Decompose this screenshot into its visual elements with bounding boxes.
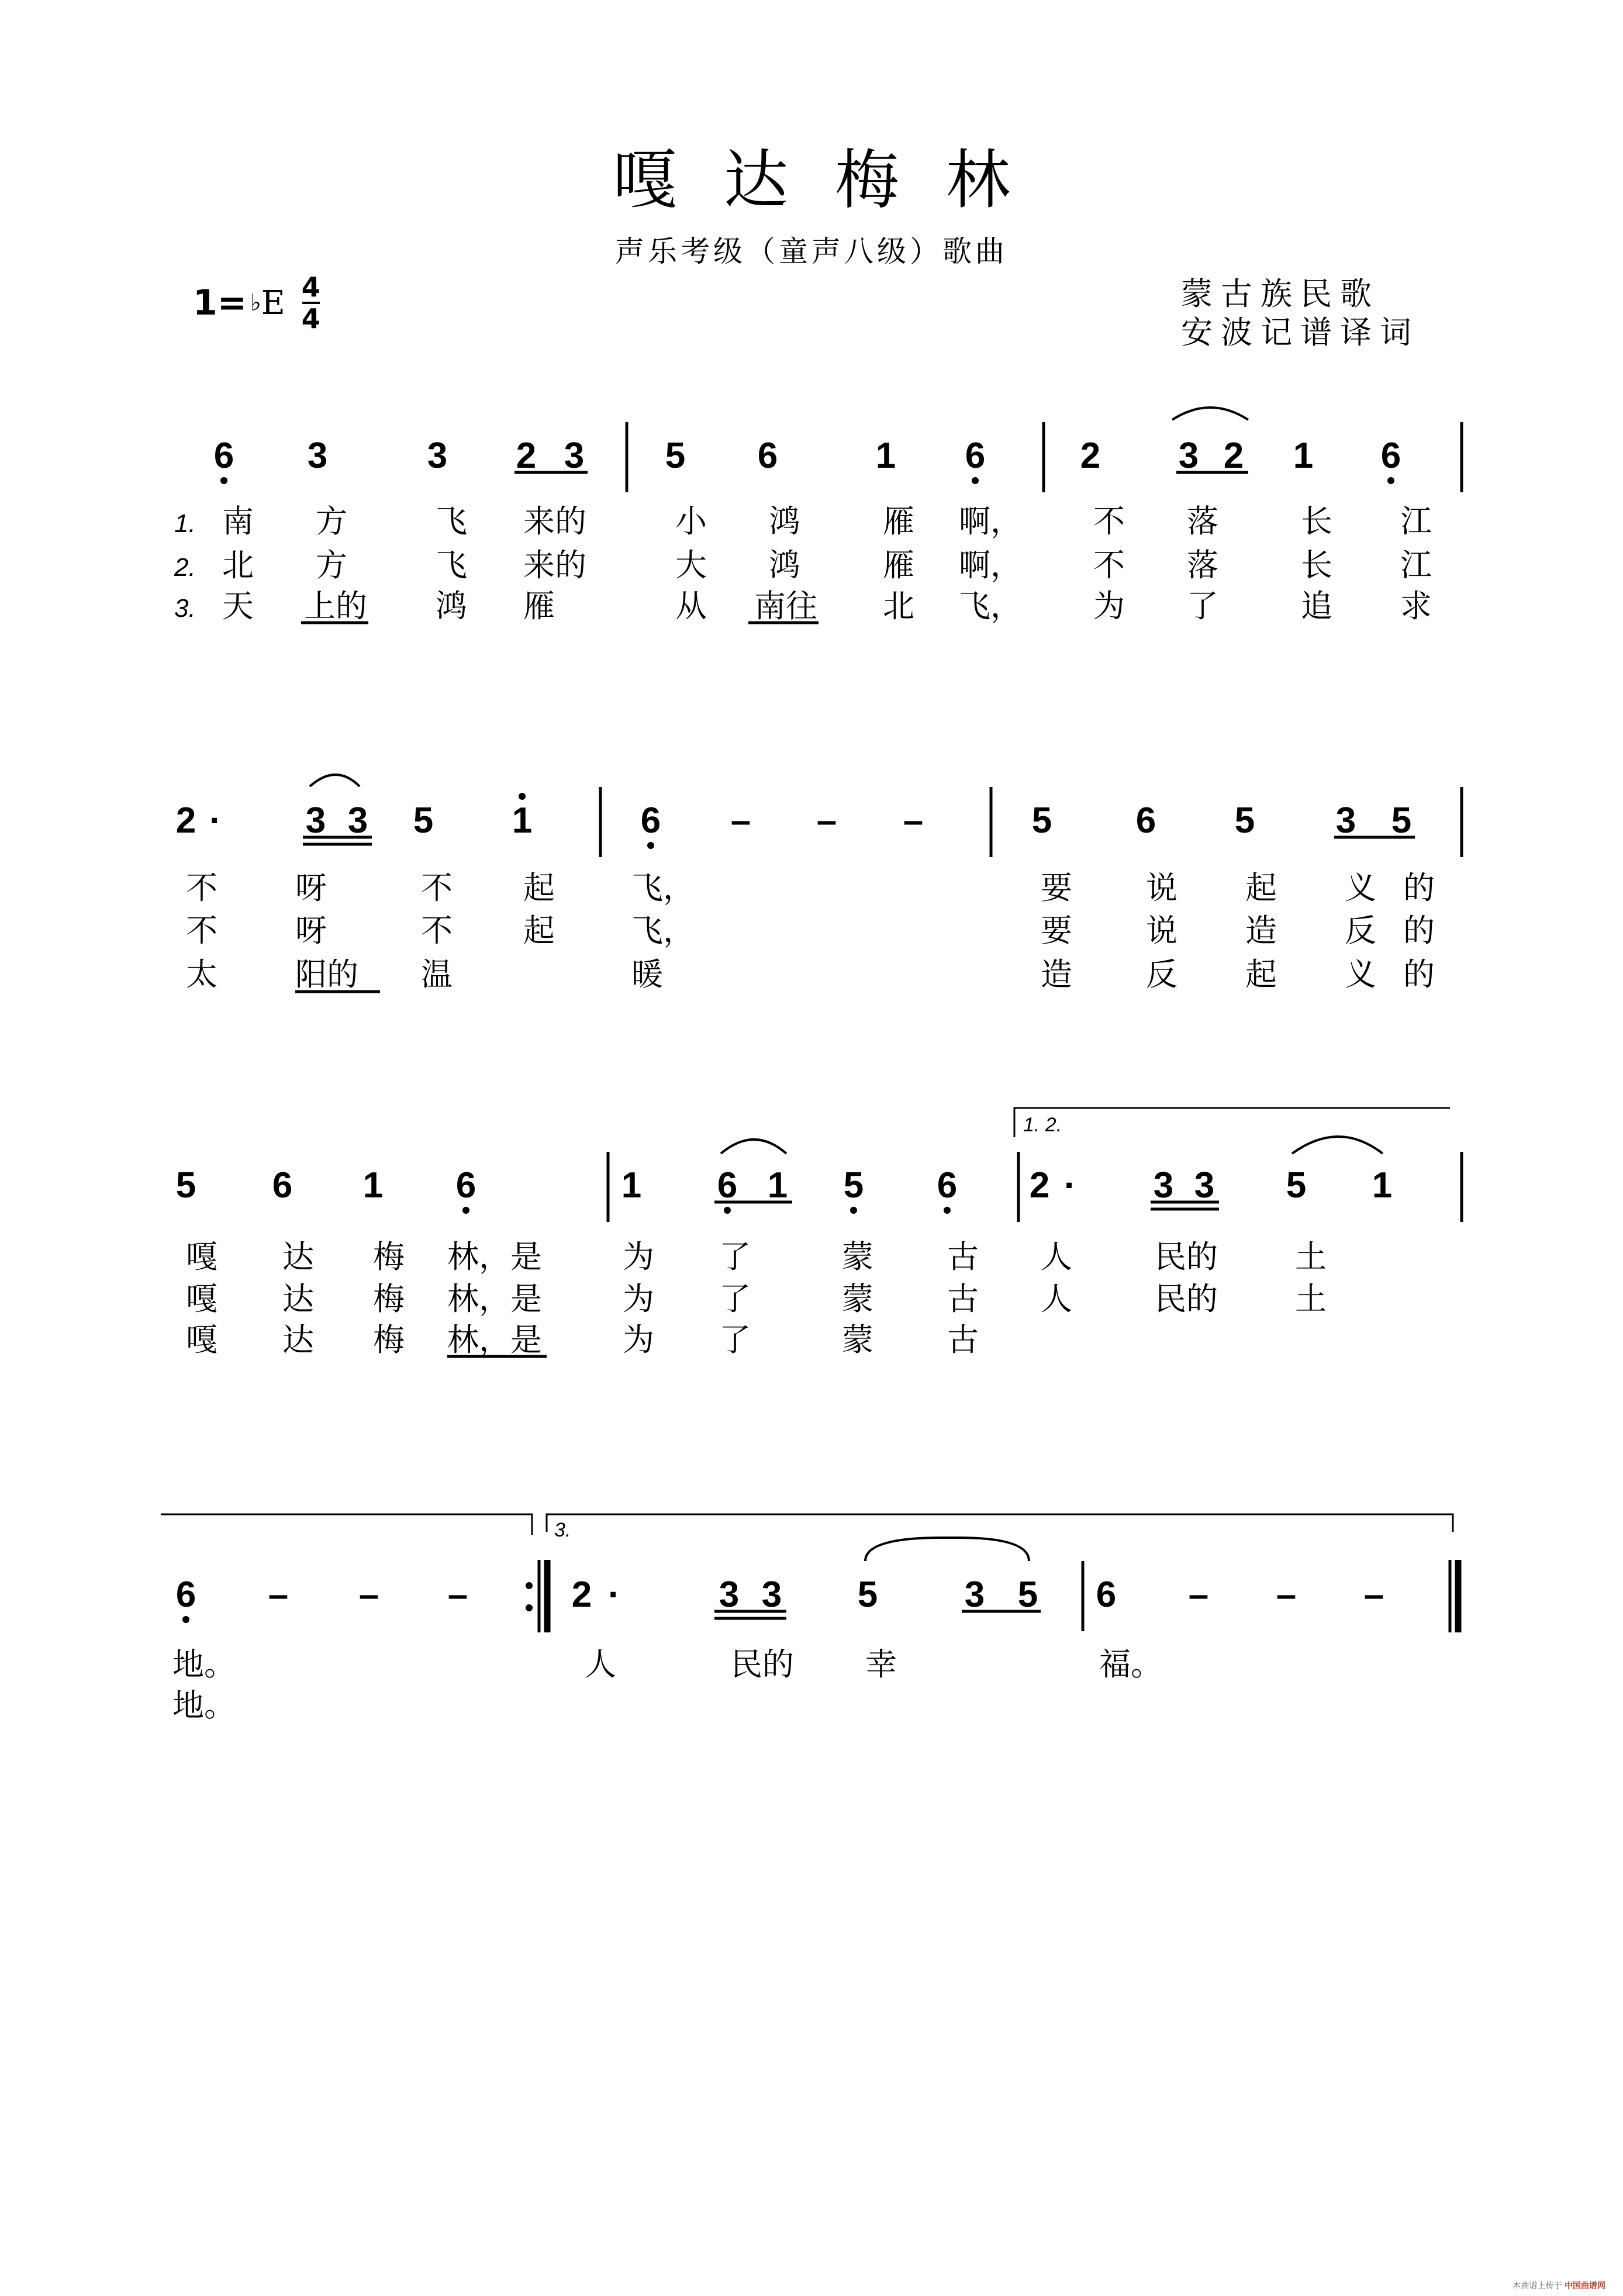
lyric-syllable: 反 [1345,912,1376,949]
upper-octave-dot [519,793,526,800]
note: 2 [1029,1165,1050,1206]
credit-origin: 蒙古族民歌 [1181,275,1380,312]
note: 6 [757,436,778,476]
lyric-syllable: 土 [1295,1280,1327,1317]
lyric-syllable: 落 [1187,547,1218,584]
note: 2 [1223,436,1244,476]
lyric-syllable: 呀 [295,869,327,906]
lyric-syllable: 雁 [883,547,914,584]
lyric-syllable: 人 [585,1646,616,1683]
note: 1 [512,800,533,841]
lyric-syllable: 长 [1301,547,1332,584]
verse-number: 1. [174,509,196,538]
credit-arranger: 安波记谱译词 [1181,314,1420,351]
lyric-syllable: 义 [1345,869,1376,906]
note: 3 [1153,1165,1174,1206]
lower-octave-dot [944,1207,951,1214]
lyric-syllable: 民的 [731,1646,794,1683]
note-dash: – [1363,1575,1384,1615]
volta-bracket-1-2 [1014,1108,1450,1137]
lyric-syllable: 呀 [295,912,327,949]
slur [1172,408,1248,420]
note: 1 [767,1165,788,1206]
lyric-syllable: 义 [1345,956,1376,993]
lyric-syllable: 嘎 [186,1321,217,1358]
lyric-syllable: 民的 [1155,1238,1218,1275]
lyric-syllable: 了 [719,1280,751,1317]
song-title: 嘎达梅林 [613,143,1057,217]
lyric-syllable: 为 [623,1280,654,1317]
lyric-syllable: 阳的 [295,956,358,993]
lyric-syllable: 不 [1093,503,1125,540]
volta-bracket-end-extension [161,1514,532,1535]
note-dash: – [447,1575,468,1615]
time-top: 4 [301,271,320,303]
note: 5 [175,1165,196,1206]
note: 6 [455,1165,476,1206]
lyric-syllable: 求 [1400,588,1432,624]
underlines [295,472,1415,1618]
lyric-syllable: 起 [523,912,555,949]
lower-octave-dot [462,1207,469,1214]
lyric-syllable: 蒙 [842,1238,873,1275]
lyric-syllable: 大 [675,547,707,584]
slurs [307,408,1383,1561]
lyric-syllable: 地。 [172,1646,236,1683]
note: 3 [305,800,326,841]
note: 1 [1293,436,1314,476]
lyric-syllable: 的 [1403,912,1435,949]
note: 6 [175,1575,196,1615]
slur [865,1538,1029,1561]
note: 6 [213,436,234,476]
note: 3 [1194,1165,1215,1206]
lyric-syllable: 土 [1295,1238,1327,1275]
lyric-syllable: 林，是 [447,1321,542,1358]
lyric-syllable: 反 [1146,956,1177,993]
lyric-syllable: 长 [1301,503,1332,540]
footer-brand: 中国曲谱网 [1565,2281,1605,2291]
footer-text: 本曲谱上传于 [1513,2281,1562,2291]
slur [310,775,360,786]
note-dash: – [358,1575,379,1615]
lyric-syllable: 造 [1041,956,1072,993]
lyric-syllable: 不 [1093,547,1125,584]
note: 5 [1234,800,1255,841]
note: 3 [1178,436,1199,476]
note-dash: – [730,800,751,841]
barlines [600,422,1462,1631]
note: 6 [1135,800,1156,841]
lyric-syllable: 天 [222,588,254,624]
note-dash: – [903,800,924,841]
lyric-syllable: 地。 [172,1687,236,1724]
lyric-syllable: 达 [282,1280,314,1317]
lyric-syllable: 林，是 [447,1280,542,1317]
song-subtitle: 声乐考级（童声八级）歌曲 [615,234,1008,268]
note: 3 [761,1575,782,1615]
lyric-syllable: 南 [222,503,254,540]
lyric-syllable: 民的 [1155,1280,1218,1317]
note: 1 [621,1165,642,1206]
note: 6 [937,1165,958,1206]
lyric-syllable: 达 [282,1238,314,1275]
note: 1 [362,1165,384,1206]
lyric-syllable: 了 [1187,588,1218,624]
final-barline [1450,1560,1458,1632]
note: 5 [665,436,686,476]
lyric-syllable: 温 [421,956,453,993]
lyric-syllable: 不 [421,869,453,906]
note-dot: · [1064,1165,1076,1206]
lyric-syllable: 蒙 [842,1280,873,1317]
note: 5 [1031,800,1052,841]
note: 5 [843,1165,864,1206]
lower-octave-dot [850,1207,857,1214]
note: 5 [857,1575,878,1615]
lyric-syllable: 北 [222,547,254,584]
note: 2 [571,1575,592,1615]
note-dash: – [268,1575,289,1615]
note: 5 [1391,800,1412,841]
lower-octave-dot [972,477,979,484]
lyric-syllable: 为 [623,1238,654,1275]
lower-octave-dot [182,1616,189,1623]
lyric-syllable: 飞 [436,503,467,540]
lyric-syllable: 不 [186,869,217,906]
lyric-syllable: 要 [1041,869,1072,906]
lyric-syllable: 江 [1400,503,1432,540]
footer-credit [1513,2280,1605,2291]
lyric-syllable: 追 [1301,588,1332,624]
note: 1 [875,436,896,476]
lower-octave-dot [1387,477,1394,484]
lyric-syllable: 福。 [1099,1646,1162,1683]
repeat-sign [526,1560,547,1632]
lyric-syllable: 古 [947,1321,979,1358]
note: 6 [272,1165,293,1206]
lyric-syllable: 来的 [523,547,586,584]
lyric-syllable: 雁 [523,588,555,624]
lyric-syllable: 说 [1146,912,1177,949]
slur [1292,1137,1383,1154]
lyric-syllable: 不 [421,912,453,949]
lyric-syllable: 来的 [523,503,586,540]
note-dash: – [1276,1575,1297,1615]
lyric-syllable: 江 [1400,547,1432,584]
note: 5 [1286,1165,1307,1206]
lyric-syllable: 梅 [373,1238,405,1275]
note: 2 [516,436,537,476]
lyric-syllable: 方 [316,503,347,540]
note: 3 [564,436,585,476]
lyric-syllable: 起 [523,869,555,906]
lyric-syllable: 嘎 [186,1280,217,1317]
note: 6 [1096,1575,1117,1615]
volta-label-1-2: 1. 2. [1023,1114,1062,1136]
lyric-syllable: 北 [883,588,914,624]
lyric-syllable: 鸿 [436,588,467,624]
lyric-syllable: 造 [1245,912,1277,949]
lyric-syllable: 不 [186,912,217,949]
lyric-syllable: 飞， [959,588,1022,624]
lyric-syllable: 说 [1146,869,1177,906]
lyric-syllable: 要 [1041,912,1072,949]
note: 3 [964,1575,985,1615]
lyric-syllable: 为 [1093,588,1125,624]
note: 3 [427,436,448,476]
lyric-syllable: 鸿 [769,503,800,540]
lyric-syllable: 南往 [754,588,817,624]
lyric-syllable: 蒙 [842,1321,873,1358]
slur [721,1140,786,1154]
lyric-syllable: 暖 [631,956,663,993]
lyric-syllable: 古 [947,1238,979,1275]
flat-symbol: ♭ [250,289,261,316]
note: 3 [347,800,368,841]
note-dot: · [608,1575,620,1615]
lyric-syllable: 飞， [631,912,695,949]
lyric-syllable: 鸿 [769,547,800,584]
lyric-syllable: 小 [675,503,707,540]
verse-number: 3. [174,594,196,623]
lyric-syllable: 林，是 [447,1238,542,1275]
note: 3 [719,1575,740,1615]
lyric-syllable: 飞， [631,869,695,906]
note-dash: – [1188,1575,1209,1615]
volta-bracket-3 [547,1514,1453,1532]
lyric-syllable: 啊， [959,547,1022,584]
key-prefix: 1= [193,282,247,323]
lyric-syllable: 幸 [865,1646,897,1683]
lyrics-layer [172,503,1435,1724]
lyric-syllable: 为 [623,1321,654,1358]
lyric-syllable: 飞 [436,547,467,584]
lyric-syllable: 上的 [304,588,367,624]
note: 6 [640,800,661,841]
volta-brackets [161,1108,1453,1535]
lyric-syllable: 了 [719,1321,751,1358]
lyric-syllable: 太 [186,956,217,993]
note: 6 [717,1165,738,1206]
lyric-syllable: 从 [675,588,707,624]
note: 2 [1080,436,1101,476]
lyric-syllable: 方 [316,547,347,584]
note: 3 [307,436,328,476]
note: 3 [1335,800,1356,841]
lower-octave-dot [220,477,227,484]
note: 2 [175,800,196,841]
note: 1 [1372,1165,1393,1206]
time-bottom: 4 [301,303,320,334]
note: 6 [1380,436,1401,476]
key-note: E [261,284,285,322]
verse-number: 2. [174,553,196,582]
lyric-syllable: 梅 [373,1321,405,1358]
volta-label-3: 3. [554,1519,571,1541]
lyric-syllable: 人 [1041,1238,1072,1275]
lyric-syllable: 起 [1245,869,1277,906]
lyric-syllable: 雁 [883,503,914,540]
note: 6 [965,436,986,476]
note: 5 [413,800,434,841]
lyric-syllable: 人 [1041,1280,1072,1317]
lyric-syllable: 的 [1403,869,1435,906]
note: 5 [1017,1575,1038,1615]
lyric-syllable: 达 [282,1321,314,1358]
lyric-syllable: 的 [1403,956,1435,993]
lyric-syllable: 起 [1245,956,1277,993]
lyric-syllable: 了 [719,1238,751,1275]
note-dot: · [209,800,222,841]
note-dash: – [816,800,837,841]
lyric-syllable: 落 [1187,503,1218,540]
lyric-syllable: 梅 [373,1280,405,1317]
lyric-syllable: 嘎 [186,1238,217,1275]
lower-octave-dot [647,842,654,849]
lyric-syllable: 啊， [959,503,1022,540]
lower-octave-dot [724,1207,731,1214]
lyric-syllable: 古 [947,1280,979,1317]
